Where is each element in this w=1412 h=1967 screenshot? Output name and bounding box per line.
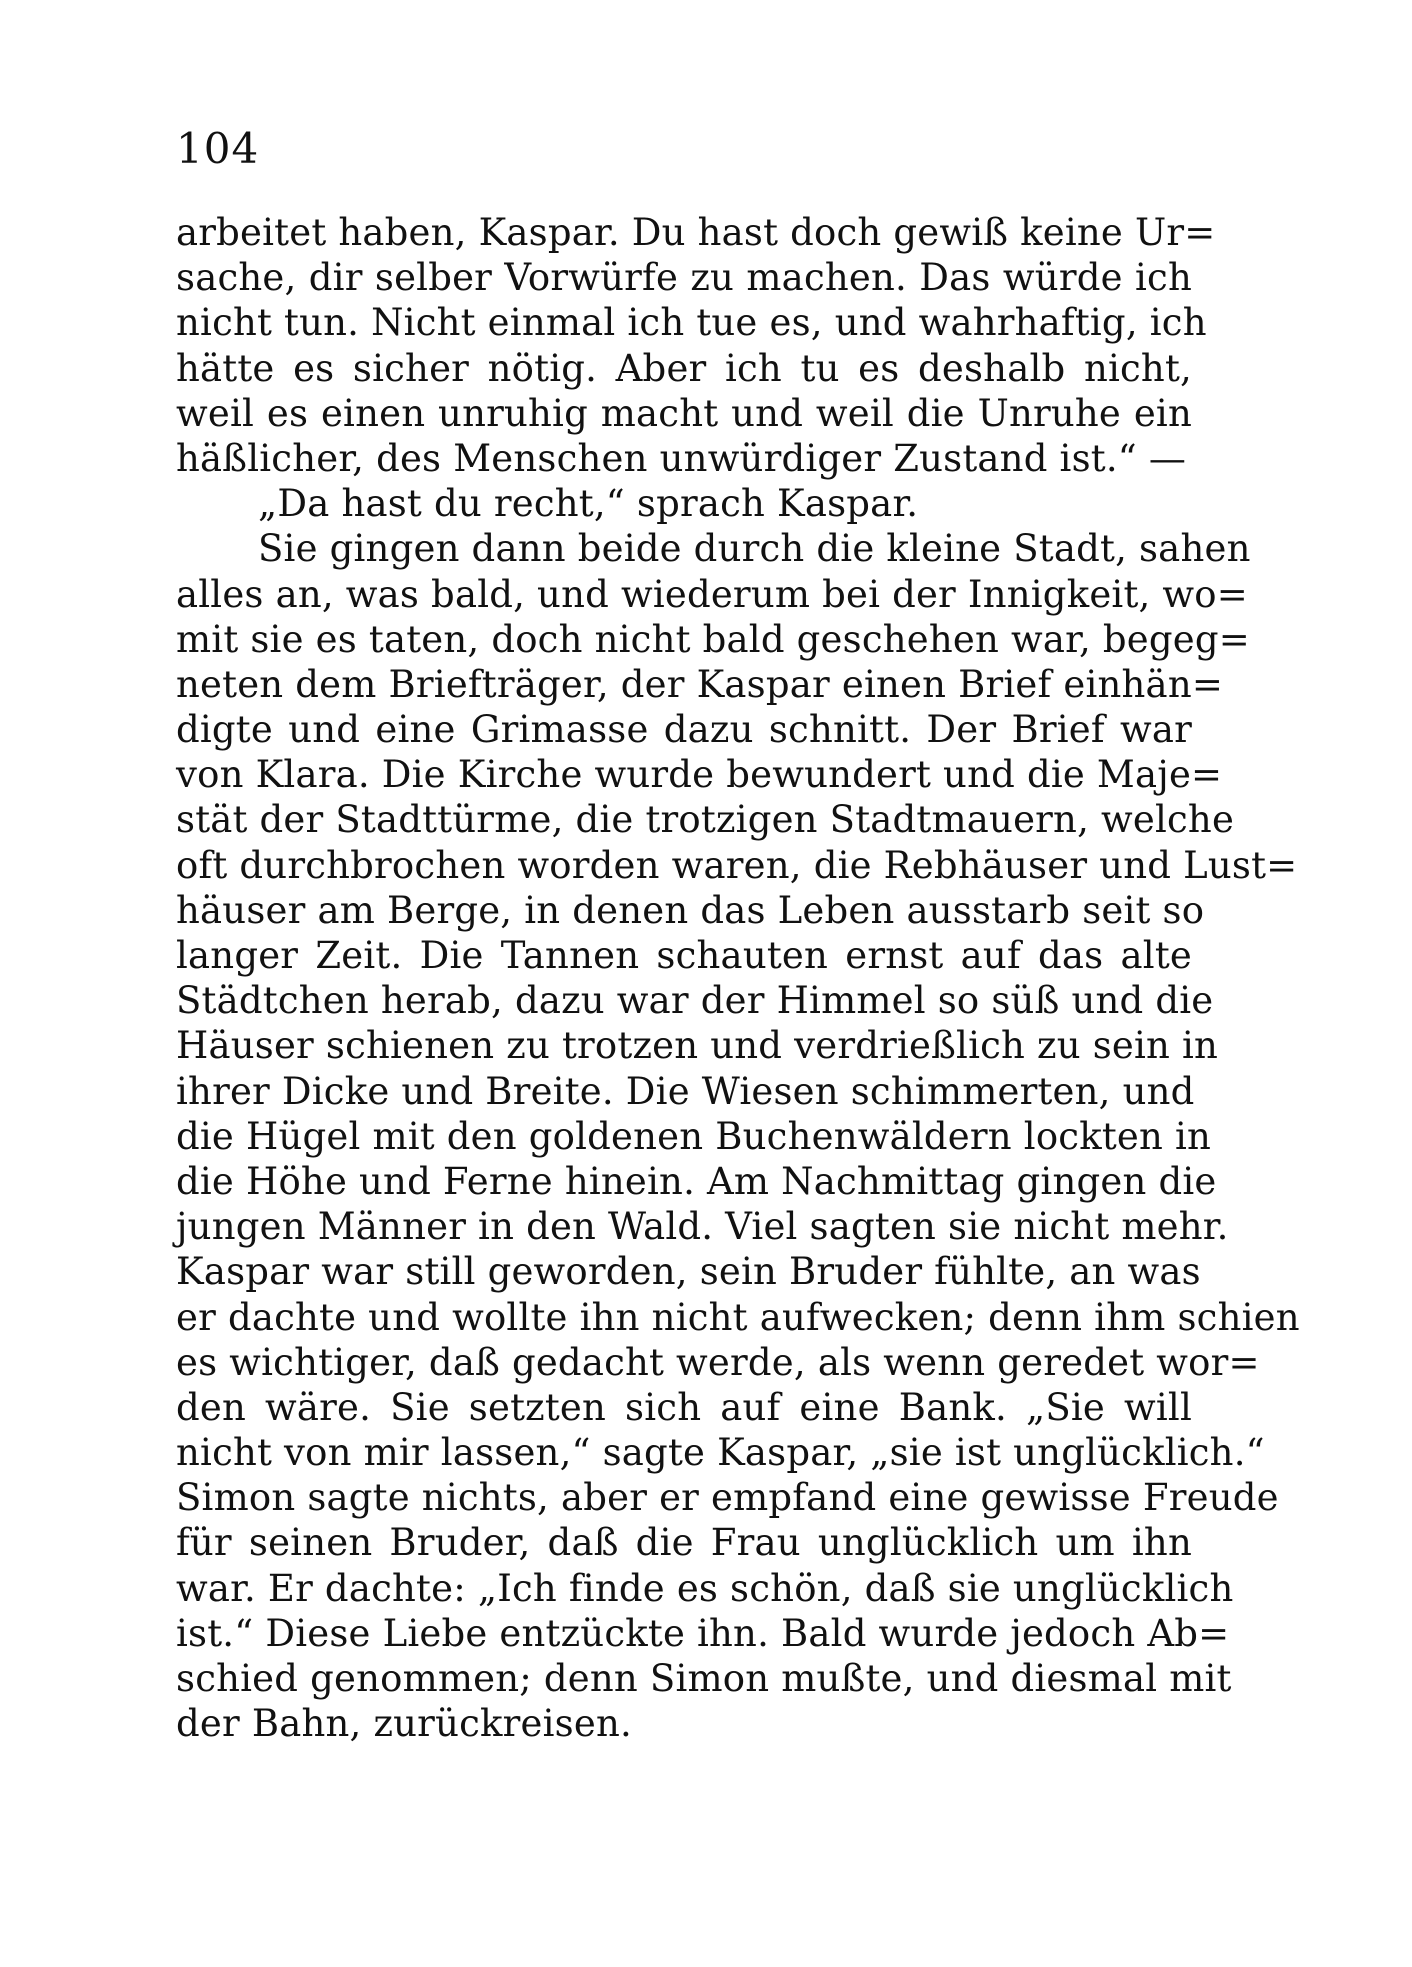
text-line: oft durchbrochen worden waren, die Rebhäuser und Lust= (176, 843, 1298, 887)
text-line: häßlicher, des Menschen unwürdiger Zustand ist.“ — (176, 436, 1187, 480)
text-line: es wichtiger, daß gedacht werde, als wenn geredet wor= (176, 1340, 1260, 1384)
text-line: schied genommen; denn Simon mußte, und diesmal mit (176, 1657, 1232, 1700)
text-line: langer Zeit. Die Tannen schauten ernst auf das alte (176, 934, 1192, 977)
text-line: sache, dir selber Vorwürfe zu machen. Das würde ich (176, 256, 1192, 300)
text-line: er dachte und wollte ihn nicht aufwecken; denn ihm schien (176, 1295, 1300, 1339)
text-line: ist.“ Diese Liebe entzückte ihn. Bald wurde jedoch Ab= (176, 1611, 1230, 1655)
text-line: den wäre. Sie setzten sich auf eine Bank. „Sie will (176, 1385, 1192, 1429)
text-line: die Höhe und Ferne hinein. Am Nachmittag gingen die (176, 1159, 1217, 1203)
text-line: die Hügel mit den goldenen Buchenwäldern lockten in (176, 1114, 1212, 1158)
text-line: ihrer Dicke und Breite. Die Wiesen schimmerten, und (176, 1069, 1195, 1113)
text-line: arbeitet haben, Kaspar. Du hast doch gewiß keine Ur= (176, 211, 1216, 254)
text-line: Städtchen herab, dazu war der Himmel so süß und die (176, 979, 1214, 1023)
text-line: jungen Männer in den Wald. Viel sagten sie nicht mehr. (176, 1205, 1229, 1249)
text-line: hätte es sicher nötig. Aber ich tu es deshalb nicht, (176, 346, 1192, 390)
text-line: neten dem Briefträger, der Kaspar einen Brief einhän= (176, 662, 1224, 706)
text-line: nicht von mir lassen,“ sagte Kaspar, „sie ist unglücklich.“ (176, 1431, 1265, 1475)
text-line: Simon sagte nichts, aber er empfand eine gewisse Freude (176, 1476, 1279, 1520)
page-number: 104 (176, 124, 260, 173)
body-text (176, 210, 1300, 1746)
text-line: Sie gingen dann beide durch die kleine Stadt, sahen (258, 527, 1251, 571)
text-line: mit sie es taten, doch nicht bald geschehen war, begeg= (176, 617, 1250, 661)
text-line: für seinen Bruder, daß die Frau unglücklich um ihn (176, 1521, 1192, 1565)
text-line: war. Er dachte: „Ich finde es schön, daß sie unglücklich (176, 1566, 1234, 1610)
text-line: Kaspar war still geworden, sein Bruder fühlte, an was (176, 1250, 1201, 1294)
text-line: digte und eine Grimasse dazu schnitt. Der Brief war (176, 708, 1192, 752)
text-line: der Bahn, zurückreisen. (176, 1702, 632, 1746)
text-line: stät der Stadttürme, die trotzigen Stadtmauern, welche (176, 798, 1235, 842)
text-line: „Da hast du recht,“ sprach Kaspar. (258, 482, 919, 526)
text-line: häuser am Berge, in denen das Leben ausstarb seit so (176, 888, 1205, 932)
text-line: nicht tun. Nicht einmal ich tue es, und wahrhaftig, ich (176, 301, 1207, 345)
text-line: Häuser schienen zu trotzen und verdrießlich zu sein in (176, 1024, 1219, 1068)
text-line: alles an, was bald, und wiederum bei der Innigkeit, wo= (176, 572, 1248, 616)
text-line: von Klara. Die Kirche wurde bewundert und die Maje= (176, 753, 1223, 797)
text-line: weil es einen unruhig macht und weil die Unruhe ein (176, 391, 1192, 435)
